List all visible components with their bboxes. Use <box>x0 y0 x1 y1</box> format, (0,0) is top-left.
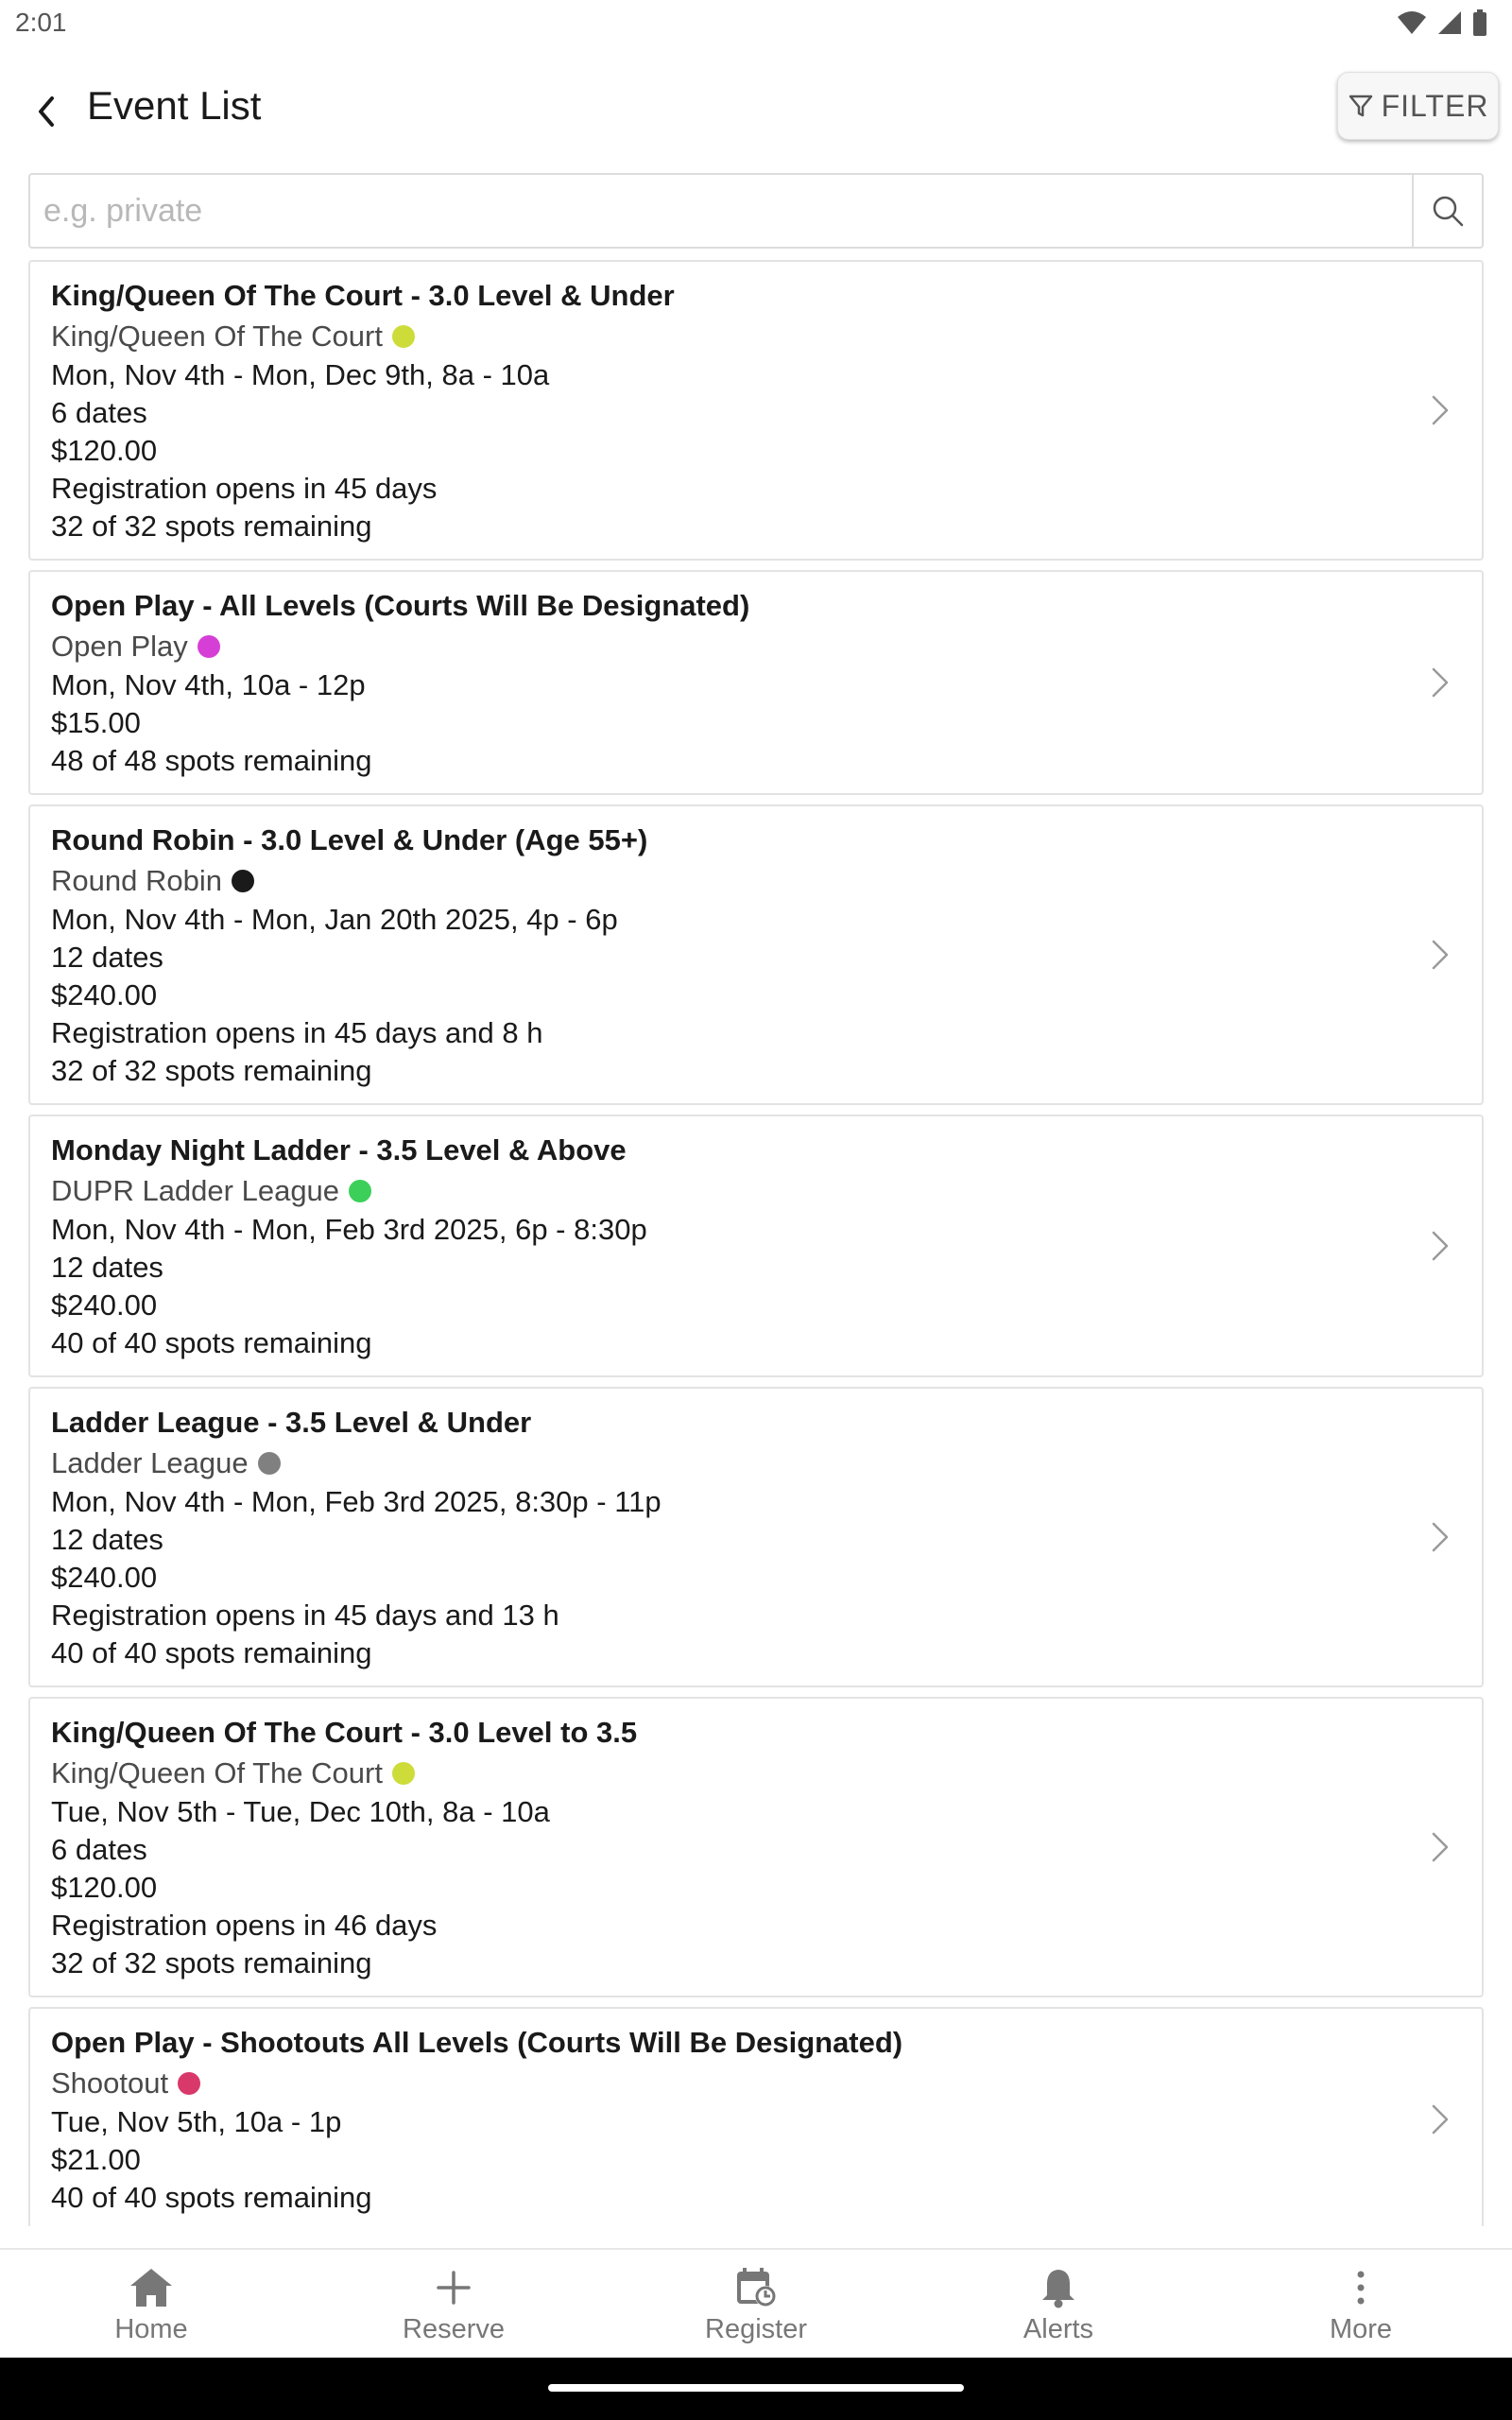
search-button[interactable] <box>1412 175 1482 247</box>
chevron-right-icon <box>1423 2102 1457 2136</box>
event-details <box>51 666 1461 780</box>
event-card[interactable] <box>28 570 1484 795</box>
chevron-right-icon <box>1423 938 1457 972</box>
nav-reserve[interactable] <box>302 2250 605 2358</box>
event-detail-line: Mon, Nov 4th - Mon, Jan 20th 2025, 4p - 6p <box>51 903 618 936</box>
event-detail-line: $15.00 <box>51 706 141 739</box>
event-type-label: DUPR Ladder League <box>51 1174 340 1207</box>
event-details <box>51 1211 1461 1362</box>
event-type <box>51 1171 1461 1211</box>
status-icons <box>1397 9 1487 41</box>
event-type-color-dot <box>258 1452 281 1475</box>
filter-label: FILTER <box>1381 88 1489 123</box>
event-card[interactable] <box>28 260 1484 561</box>
event-detail-line: 40 of 40 spots remaining <box>51 1636 372 1669</box>
event-detail-line: $240.00 <box>51 978 158 1011</box>
more-vertical-icon <box>1338 2265 1383 2310</box>
event-detail-line: 40 of 40 spots remaining <box>51 2181 372 2214</box>
event-detail-line: Registration opens in 45 days and 13 h <box>51 1599 559 1632</box>
search-bar <box>28 173 1484 249</box>
event-type-color-dot <box>198 635 220 658</box>
event-details <box>51 901 1461 1090</box>
event-card[interactable] <box>28 1387 1484 1687</box>
nav-more[interactable] <box>1210 2250 1512 2358</box>
nav-label-home: Home <box>114 2314 188 2344</box>
status-bar <box>0 0 1512 47</box>
signal-icon <box>1436 9 1463 41</box>
event-type-label: Open Play <box>51 630 188 663</box>
chevron-right-icon <box>1423 1830 1457 1864</box>
event-detail-line: $21.00 <box>51 2143 141 2176</box>
nav-home[interactable] <box>0 2250 302 2358</box>
event-list <box>28 260 1484 2226</box>
event-title: Ladder League - 3.5 Level & Under <box>51 1406 532 1439</box>
event-detail-line: 48 of 48 spots remaining <box>51 744 372 777</box>
event-type-label: Shootout <box>51 2066 169 2100</box>
event-detail-line: Mon, Nov 4th - Mon, Feb 3rd 2025, 8:30p - 11p <box>51 1485 662 1518</box>
event-detail-line: $240.00 <box>51 1288 158 1322</box>
chevron-left-icon <box>33 95 61 129</box>
event-detail-line: $240.00 <box>51 1561 158 1594</box>
event-title: Round Robin - 3.0 Level & Under (Age 55+) <box>51 823 648 856</box>
event-title: Monday Night Ladder - 3.5 Level & Above <box>51 1133 627 1167</box>
bottom-nav <box>0 2248 1512 2358</box>
event-type-label: Round Robin <box>51 864 222 897</box>
nav-label-register: Register <box>705 2314 807 2344</box>
event-detail-line: 6 dates <box>51 1833 147 1866</box>
event-type <box>51 861 1461 901</box>
event-detail-line: 12 dates <box>51 1251 163 1284</box>
event-detail-line: 32 of 32 spots remaining <box>51 510 372 543</box>
event-type <box>51 1754 1461 1793</box>
bell-icon <box>1036 2265 1081 2310</box>
event-detail-line: $120.00 <box>51 1871 158 1904</box>
system-gesture-bar <box>0 2358 1512 2420</box>
event-details <box>51 356 1461 545</box>
nav-label-alerts: Alerts <box>1022 2314 1094 2344</box>
event-detail-line: $120.00 <box>51 434 158 467</box>
search-icon <box>1431 194 1465 228</box>
event-type-label: King/Queen Of The Court <box>51 1756 383 1789</box>
event-type-label: Ladder League <box>51 1446 249 1479</box>
event-title: King/Queen Of The Court - 3.0 Level to 3.5 <box>51 1716 638 1749</box>
nav-label-reserve: Reserve <box>403 2314 505 2344</box>
nav-label-more: More <box>1329 2314 1393 2344</box>
event-detail-line: Mon, Nov 4th - Mon, Dec 9th, 8a - 10a <box>51 358 550 391</box>
filter-button[interactable] <box>1337 72 1499 140</box>
event-detail-line: 32 of 32 spots remaining <box>51 1054 372 1087</box>
chevron-right-icon <box>1423 1520 1457 1554</box>
status-time: 2:01 <box>15 8 67 37</box>
event-detail-line: 6 dates <box>51 396 147 429</box>
event-detail-line: 40 of 40 spots remaining <box>51 1326 372 1359</box>
event-detail-line: Mon, Nov 4th - Mon, Feb 3rd 2025, 6p - 8:30p <box>51 1213 647 1246</box>
chevron-right-icon <box>1423 393 1457 427</box>
gesture-handle[interactable] <box>548 2384 964 2392</box>
event-detail-line: Registration opens in 46 days <box>51 1909 438 1942</box>
chevron-right-icon <box>1423 666 1457 700</box>
event-type-color-dot <box>232 870 254 892</box>
event-title: Open Play - All Levels (Courts Will Be Designated) <box>51 589 750 622</box>
event-detail-line: Tue, Nov 5th - Tue, Dec 10th, 8a - 10a <box>51 1795 550 1828</box>
event-type-label: King/Queen Of The Court <box>51 320 383 353</box>
event-detail-line: Mon, Nov 4th, 10a - 12p <box>51 668 366 701</box>
event-detail-line: 32 of 32 spots remaining <box>51 1946 372 1979</box>
event-details <box>51 1483 1461 1672</box>
event-details <box>51 1793 1461 1982</box>
event-type-color-dot <box>349 1180 371 1202</box>
calendar-clock-icon <box>733 2265 779 2310</box>
app-header <box>0 57 1512 161</box>
event-detail-line: Tue, Nov 5th, 10a - 1p <box>51 2105 342 2138</box>
event-detail-line: Registration opens in 45 days and 8 h <box>51 1016 543 1049</box>
event-type-color-dot <box>178 2072 200 2095</box>
nav-register[interactable] <box>605 2250 907 2358</box>
event-type-color-dot <box>392 1762 415 1785</box>
event-type <box>51 317 1461 356</box>
event-type <box>51 1443 1461 1483</box>
event-card[interactable] <box>28 1115 1484 1377</box>
event-card[interactable] <box>28 1697 1484 1997</box>
chevron-right-icon <box>1423 1229 1457 1263</box>
event-detail-line: Registration opens in 45 days <box>51 472 438 505</box>
event-details <box>51 2103 1461 2217</box>
event-detail-line: 12 dates <box>51 1523 163 1556</box>
event-type <box>51 2064 1461 2103</box>
event-type-color-dot <box>392 325 415 348</box>
back-button[interactable] <box>21 85 74 138</box>
home-icon <box>129 2265 174 2310</box>
nav-alerts[interactable] <box>907 2250 1210 2358</box>
event-card[interactable] <box>28 804 1484 1105</box>
wifi-icon <box>1397 9 1427 41</box>
search-input[interactable] <box>30 175 1412 247</box>
plus-icon <box>431 2265 476 2310</box>
battery-icon <box>1472 9 1487 41</box>
filter-icon <box>1348 93 1374 119</box>
page-title: Event List <box>87 83 262 128</box>
event-type <box>51 627 1461 666</box>
event-title: King/Queen Of The Court - 3.0 Level & Under <box>51 279 675 312</box>
event-detail-line: 12 dates <box>51 941 163 974</box>
event-title: Open Play - Shootouts All Levels (Courts Will Be Designated) <box>51 2026 903 2059</box>
event-card[interactable] <box>28 2007 1484 2226</box>
